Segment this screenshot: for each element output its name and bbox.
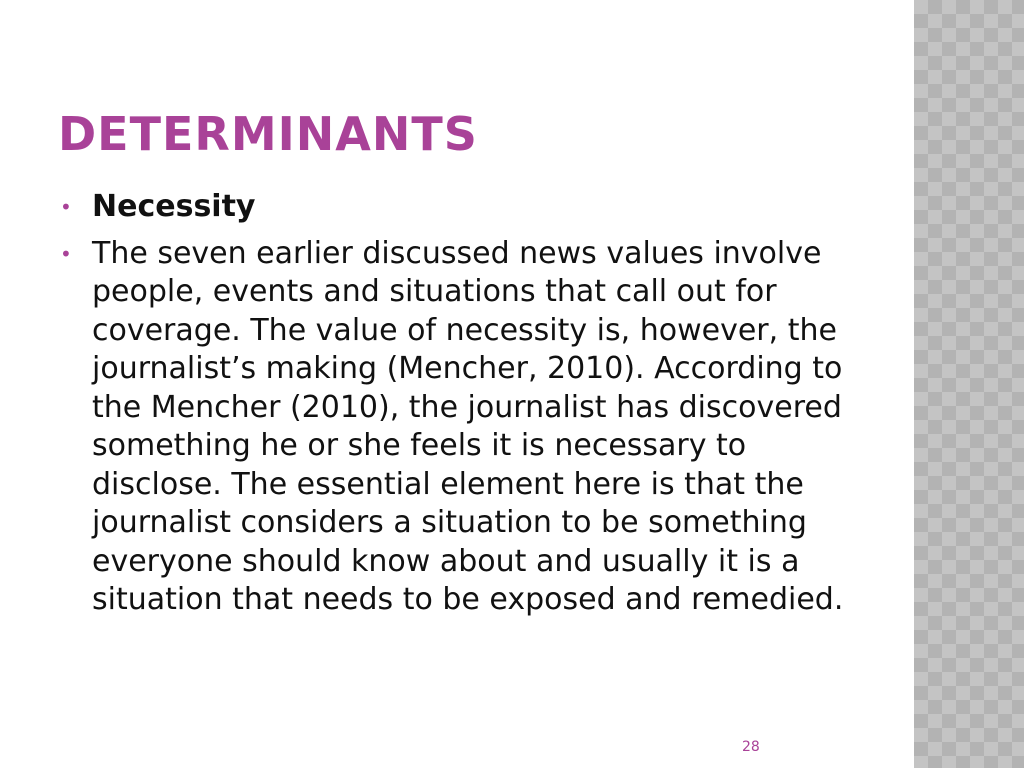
bullet-heading: Necessity bbox=[92, 189, 256, 224]
bullet-item bbox=[58, 188, 858, 227]
decorative-side-panel bbox=[914, 0, 1024, 768]
bullet-dot-icon: • bbox=[60, 195, 72, 219]
bullet-list bbox=[58, 188, 858, 620]
slide-title: DETERMINANTS bbox=[58, 107, 478, 161]
bullet-item bbox=[58, 235, 858, 620]
page-number: 28 bbox=[742, 739, 760, 755]
bullet-paragraph: The seven earlier discussed news values involve people, events and situations that call out for coverage. The value of necessity is, however, the journalist’s making (Mencher, 2010). According to the Mencher (2010), the journalist has discovered something he or she feels it is necessary to disclose. The essential element here is that the journalist considers a situation to be something everyone should know about and usually it is a situation that needs to be exposed and remedied. bbox=[92, 235, 844, 617]
bullet-dot-icon: • bbox=[60, 241, 72, 266]
